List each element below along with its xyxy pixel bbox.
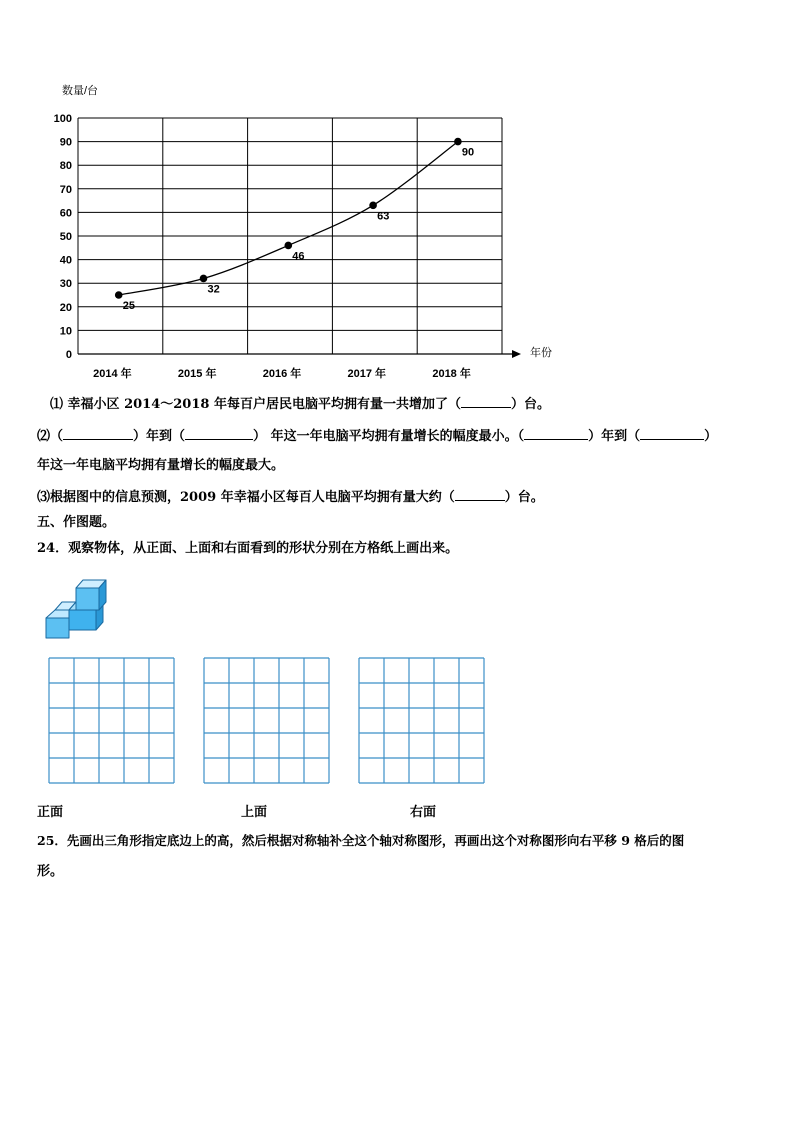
q1-number: ⑴ <box>50 397 64 412</box>
x-tick-label: 2016 年 <box>262 368 302 380</box>
y-tick-labels <box>54 113 72 361</box>
y-tick-label: 10 <box>59 325 72 338</box>
question-25-line1: 25．先画出三角形指定底边上的高，然后根据对称轴补全这个轴对称图形，再画出这个对称图形向右平移 9 格后的图 <box>37 833 685 848</box>
q2-part5: ） <box>704 429 718 444</box>
y-tick-label: 80 <box>59 160 72 173</box>
line-chart <box>0 0 794 390</box>
q2-blank-1[interactable] <box>63 426 133 440</box>
q1-answer-blank[interactable] <box>461 394 511 408</box>
y-tick-label: 70 <box>59 183 72 196</box>
data-label: 46 <box>292 250 305 263</box>
q2-part4: ）年到（ <box>588 429 641 444</box>
q2-part1: （ <box>50 429 64 444</box>
section-5-heading: 五、作图题。 <box>37 515 116 530</box>
data-points <box>115 138 462 299</box>
x-tick-label: 2017 年 <box>347 368 387 380</box>
q3-answer-blank[interactable] <box>455 487 505 501</box>
x-axis-arrow <box>512 350 521 358</box>
q2-part3: ） 年这一年电脑平均拥有量增长的幅度最小。（ <box>253 429 525 444</box>
data-label: 25 <box>122 300 135 312</box>
q2-number: ⑵ <box>37 429 51 444</box>
chart-grid <box>78 118 502 354</box>
question-2-line2: 年这一年电脑平均拥有量增长的幅度最大。 <box>37 458 285 473</box>
top-view-grid[interactable] <box>203 657 330 784</box>
series-line <box>119 142 458 295</box>
x-tick-labels <box>93 366 471 380</box>
y-tick-label: 20 <box>59 301 72 314</box>
question-3 <box>37 487 544 508</box>
front-view-grid[interactable] <box>48 657 175 784</box>
x-axis-label: 年份 <box>530 347 552 359</box>
data-point <box>369 202 377 210</box>
y-tick-label: 40 <box>59 254 72 267</box>
q1-text: 幸福小区 2014～2018 年每百户居民电脑平均拥有量一共增加了（ <box>63 397 461 412</box>
question-1 <box>50 394 550 415</box>
y-tick-label: 50 <box>59 231 72 243</box>
y-tick-label: 90 <box>59 136 72 149</box>
data-point <box>200 275 208 283</box>
y-tick-label: 30 <box>59 278 72 291</box>
question-24: 24．观察物体，从正面、上面和右面看到的形状分别在方格纸上画出来。 <box>37 541 459 556</box>
y-tick-label: 60 <box>59 207 72 220</box>
right-view-grid[interactable] <box>358 657 485 784</box>
data-label: 63 <box>377 210 390 223</box>
x-tick-label: 2018 年 <box>432 368 471 380</box>
question-25-line2: 形。 <box>37 864 64 879</box>
right-view-label: 右面 <box>410 805 437 820</box>
data-point <box>115 291 123 299</box>
question-2-line1 <box>37 426 717 447</box>
q1-tail: ）台。 <box>510 397 550 412</box>
x-tick-label: 2015 年 <box>177 368 217 380</box>
y-tick-label: 0 <box>65 349 72 361</box>
q2-blank-2[interactable] <box>185 426 253 440</box>
data-labels <box>123 147 474 312</box>
data-label: 32 <box>207 283 220 296</box>
q3-number: ⑶ <box>37 490 51 505</box>
data-point <box>285 242 293 250</box>
data-label: 90 <box>461 146 475 159</box>
data-point <box>454 138 462 146</box>
top-view-label: 上面 <box>241 805 268 820</box>
y-tick-label: 100 <box>53 113 72 125</box>
x-tick-label: 2014 年 <box>93 368 132 380</box>
y-axis-label: 数量/台 <box>62 85 99 97</box>
q2-part2: ）年到（ <box>133 429 186 444</box>
q2-blank-3[interactable] <box>524 426 588 440</box>
q2-blank-4[interactable] <box>640 426 704 440</box>
cubes-figure <box>40 574 110 644</box>
q3-text: 根据图中的信息预测，2009 年幸福小区每百人电脑平均拥有量大约（ <box>50 490 455 505</box>
q3-tail: ）台。 <box>504 490 544 505</box>
front-view-label: 正面 <box>37 805 64 820</box>
